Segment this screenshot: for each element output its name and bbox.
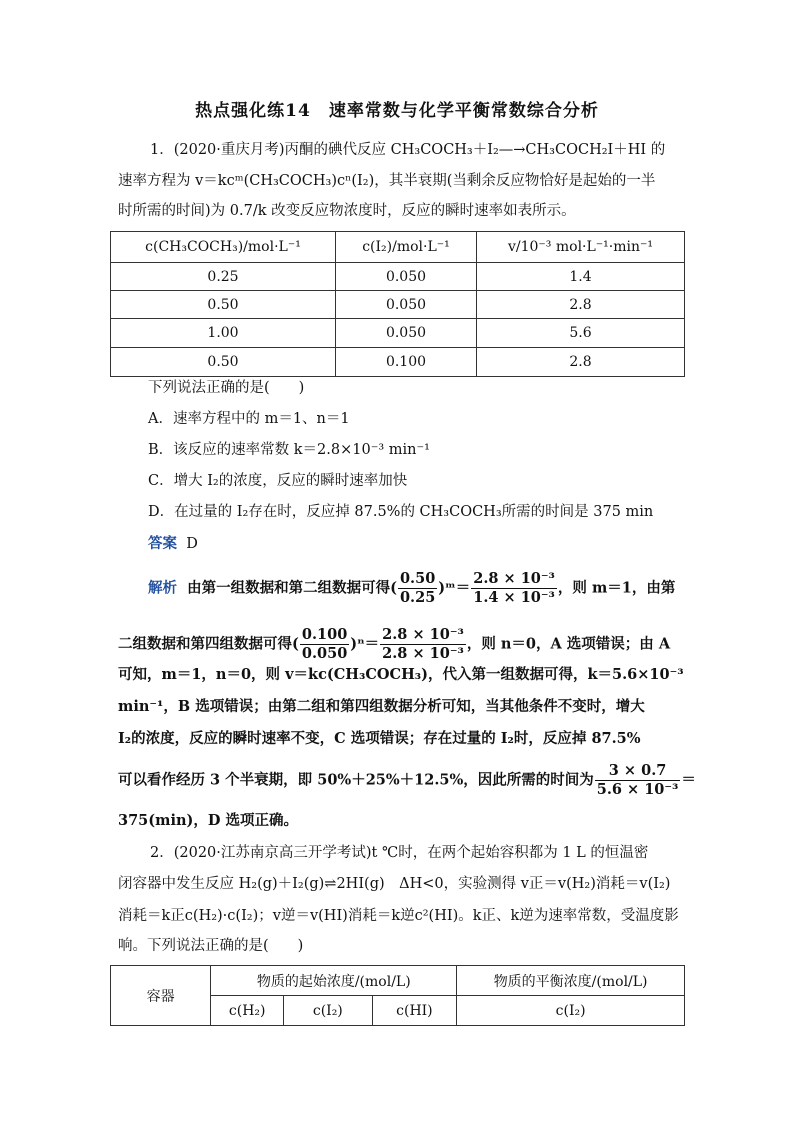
- analysis-text: ，则 m＝1，由第: [557, 579, 676, 597]
- table-header: 容器: [111, 966, 211, 1026]
- table-cell: 0.25: [111, 263, 336, 291]
- fraction: $\frac{\text{2.8 × 10⁻³}}{\text{2.8 × 10⁻³}}$: [382, 626, 464, 662]
- analysis-line-5: I₂的浓度，反应的瞬时速率不变，C 选项错误；存在过量的 I₂时，反应掉 87.5%: [118, 730, 641, 747]
- table-cell: 5.6: [477, 319, 685, 348]
- answer-value: D: [186, 536, 198, 552]
- q1-option-b: B．该反应的速率常数 k＝2.8×10⁻³ min⁻¹: [148, 442, 430, 458]
- q2-line-3: 消耗＝k正c(H₂)·c(I₂)；v逆＝v(HI)消耗＝k逆c²(HI)。k正、k逆为速率常数，受温度影: [118, 908, 679, 924]
- table-row: [111, 263, 685, 291]
- q1-line-1: 1．(2020·重庆月考)丙酮的碘代反应 CH₃COCH₃＋I₂—→CH₃COCH₂I＋HI 的: [150, 142, 666, 158]
- page-title: 热点强化练14 速率常数与化学平衡常数综合分析: [195, 101, 599, 121]
- fraction: $\frac{0.50}{0.25}$: [399, 570, 436, 606]
- q2-line-1: 2．(2020·江苏南京高三开学考试)t ℃时，在两个起始容积都为 1 L 的恒温密: [150, 845, 649, 861]
- table-header: c(CH₃COCH₃)/mol·L⁻¹: [111, 232, 336, 263]
- q1-data-table: [110, 231, 685, 377]
- analysis-line-1: [148, 570, 675, 607]
- q1-line-3: 时所需的时间)为 0.7/k 改变反应物浓度时，反应的瞬时速率如表所示。: [118, 203, 576, 219]
- table-cell: 0.50: [111, 348, 336, 377]
- analysis-text: 可以看作经历 3 个半衰期，即 50%＋25%＋12.5%，因此所需的时间为: [118, 771, 594, 789]
- table-header: c(H₂): [211, 996, 284, 1026]
- q1-stem: 下列说法正确的是( ): [148, 380, 305, 396]
- table-cell: 0.050: [336, 263, 477, 291]
- table-header: c(I₂)/mol·L⁻¹: [336, 232, 477, 263]
- q1-line-2: 速率方程为 v＝kcᵐ(CH₃COCH₃)cⁿ(I₂)，其半衰期(当剩余反应物恰好是起始的一半: [118, 173, 656, 189]
- table-header: 物质的平衡浓度/(mol/L): [457, 966, 685, 996]
- analysis-line-7: 375(min)，D 选项正确。: [118, 812, 299, 829]
- table-header: c(I₂): [284, 996, 373, 1026]
- analysis-text: )ᵐ＝: [438, 579, 471, 597]
- table-header: v/10⁻³ mol·L⁻¹·min⁻¹: [477, 232, 685, 263]
- analysis-label: 解析: [148, 579, 177, 597]
- q2-line-2: 闭容器中发生反应 H₂(g)＋I₂(g)⇌2HI(g) ΔH<0，实验测得 v正＝v(H₂)消耗＝v(I₂): [118, 876, 671, 892]
- table-cell: 2.8: [477, 348, 685, 377]
- table-cell: 1.00: [111, 319, 336, 348]
- q1-option-c: C．增大 I₂的浓度，反应的瞬时速率加快: [148, 473, 408, 489]
- fraction: $\frac{0.100}{0.050}$: [301, 626, 348, 662]
- analysis-text: )ⁿ＝: [350, 635, 380, 653]
- table-row: [111, 291, 685, 319]
- table-cell: 1.4: [477, 263, 685, 291]
- table-cell: 0.050: [336, 291, 477, 319]
- table-cell: 0.50: [111, 291, 336, 319]
- q1-answer: [148, 534, 198, 554]
- q2-line-4: 响。下列说法正确的是( ): [118, 938, 304, 954]
- q2-data-table: [110, 965, 685, 1026]
- q1-option-a: A．速率方程中的 m＝1、n＝1: [148, 411, 350, 427]
- analysis-line-6: [118, 762, 696, 799]
- analysis-text: 二组数据和第四组数据可得(: [118, 635, 299, 653]
- analysis-line-4: min⁻¹，B 选项错误；由第二组和第四组数据分析可知，当其他条件不变时，增大: [118, 698, 645, 715]
- fraction: $\frac{\text{2.8 × 10⁻³}}{\text{1.4 × 10⁻³}}$: [473, 570, 555, 606]
- table-cell: 2.8: [477, 291, 685, 319]
- analysis-text: ，则 n＝0，A 选项错误；由 A: [466, 635, 671, 653]
- table-cell: 0.050: [336, 319, 477, 348]
- table-row: [111, 319, 685, 348]
- table-header: 物质的起始浓度/(mol/L): [211, 966, 457, 996]
- analysis-text: ＝: [681, 771, 696, 789]
- table-row: [111, 348, 685, 377]
- analysis-line-2: [118, 626, 670, 663]
- q1-option-d: D．在过量的 I₂存在时，反应掉 87.5%的 CH₃COCH₃所需的时间是 375 min: [148, 504, 654, 520]
- table-header: c(HI): [372, 996, 457, 1026]
- analysis-text: 由第一组数据和第二组数据可得(: [187, 579, 397, 597]
- analysis-line-3: 可知，m＝1，n＝0，则 v＝kc(CH₃COCH₃)，代入第一组数据可得，k＝5.6×10⁻³: [118, 666, 684, 683]
- answer-label: 答案: [148, 535, 177, 552]
- table-header: c(I₂): [457, 996, 685, 1026]
- table-cell: 0.100: [336, 348, 477, 377]
- fraction: $\frac{3 \times 0.7}{\text{5.6 × 10⁻³}}$: [596, 762, 679, 798]
